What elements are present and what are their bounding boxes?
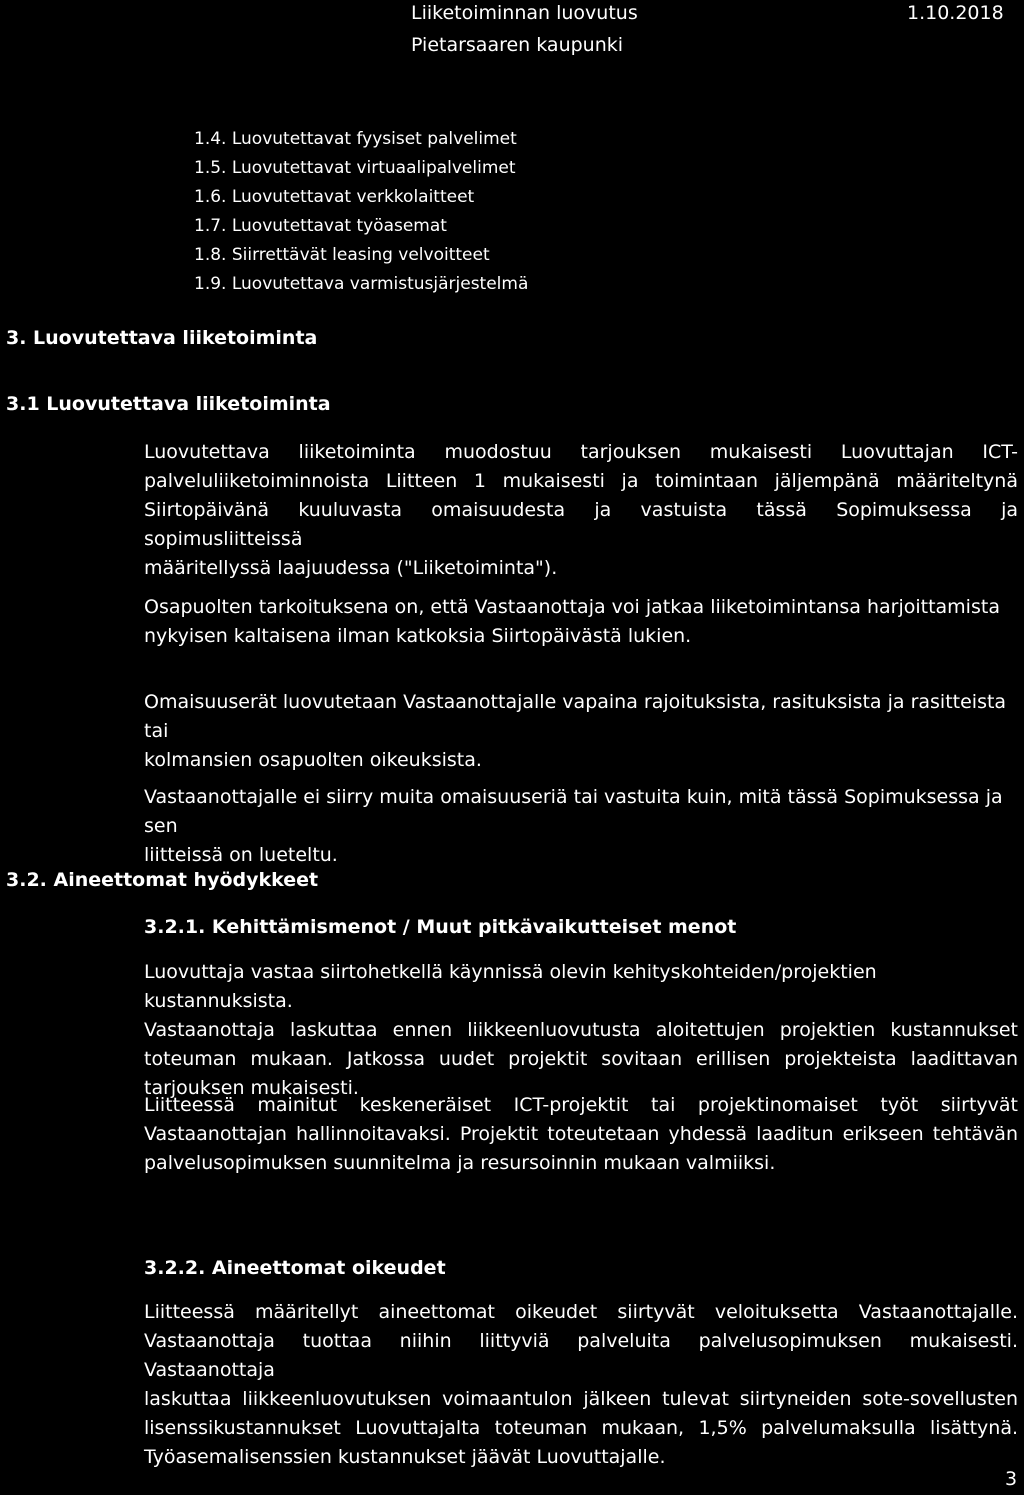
paragraph-line: tarjouksen mukaisesti.	[144, 1077, 359, 1099]
section-3-2-heading: 3.2. Aineettomat hyödykkeet	[6, 869, 319, 891]
paragraph-line: Liitteessä määritellyt aineettomat oikeudet siirtyvät veloituksetta Vastaanottajalle.	[144, 1301, 1018, 1323]
header-date: 1.10.2018	[907, 2, 1004, 24]
paragraph-line: lisenssikustannukset Luovuttajalta toteuman mukaan, 1,5% palvelumaksulla lisättynä.	[144, 1417, 1018, 1439]
paragraph-3-1-b	[144, 593, 1018, 651]
paragraph-line: palvelusopimuksen suunnitelma ja resursoinnin mukaan valmiiksi.	[144, 1152, 776, 1174]
toc-item: 1.6. Luovutettavat verkkolaitteet	[194, 187, 475, 207]
section-3-1-heading: 3.1 Luovutettava liiketoiminta	[6, 393, 331, 415]
paragraph-3-2-2	[144, 1298, 1018, 1472]
paragraph-line: määritellyssä laajuudessa ("Liiketoiminta").	[144, 557, 558, 579]
header-title: Liiketoiminnan luovutus	[411, 2, 638, 24]
paragraph-line: kolmansien osapuolten oikeuksista.	[144, 749, 482, 771]
paragraph-line: Vastaanottaja laskuttaa ennen liikkeenluovutusta aloitettujen projektien kustannukset	[144, 1019, 1018, 1041]
paragraph-3-1-c	[144, 688, 1018, 775]
paragraph-line: Työasemalisenssien kustannukset jäävät Luovuttajalle.	[144, 1446, 666, 1468]
paragraph-line: Luovuttaja vastaa siirtohetkellä käynnissä olevin kehityskohteiden/projektien kustannuksista.	[144, 961, 877, 1012]
paragraph-3-1-a	[144, 438, 1018, 583]
paragraph-line: liitteissä on lueteltu.	[144, 844, 338, 866]
section-3-2-2-heading: 3.2.2. Aineettomat oikeudet	[144, 1257, 446, 1279]
toc-list	[194, 125, 528, 299]
paragraph-line: Osapuolten tarkoituksena on, että Vastaanottaja voi jatkaa liiketoimintansa harjoittamista	[144, 596, 1000, 618]
paragraph-line: Siirtopäivänä kuuluvasta omaisuudesta ja vastuista tässä Sopimuksessa ja sopimusliitteissä	[144, 499, 1018, 550]
paragraph-line: laskuttaa liikkeenluovutuksen voimaantulon jälkeen tulevat siirtyneiden sote-sovellusten	[144, 1388, 1018, 1410]
toc-item: 1.9. Luovutettava varmistusjärjestelmä	[194, 274, 529, 294]
paragraph-line: toteuman mukaan. Jatkossa uudet projektit sovitaan erillisen projekteista laadittavan	[144, 1048, 1018, 1070]
paragraph-3-1-d	[144, 783, 1018, 870]
toc-item: 1.8. Siirrettävät leasing velvoitteet	[194, 245, 490, 265]
paragraph-line: Vastaanottajalle ei siirry muita omaisuuseriä tai vastuita kuin, mitä tässä Sopimuksessa ja sen	[144, 786, 1003, 837]
paragraph-line: Luovutettava liiketoiminta muodostuu tarjouksen mukaisesti Luovuttajan ICT-	[144, 441, 1018, 463]
section-3-heading: 3. Luovutettava liiketoiminta	[6, 327, 318, 349]
paragraph-line: nykyisen kaltaisena ilman katkoksia Siirtopäivästä lukien.	[144, 625, 692, 647]
section-3-2-1-heading: 3.2.1. Kehittämismenot / Muut pitkävaikutteiset menot	[144, 916, 737, 938]
toc-item: 1.5. Luovutettavat virtuaalipalvelimet	[194, 158, 516, 178]
paragraph-line: Vastaanottaja tuottaa niihin liittyviä palveluita palvelusopimuksen mukaisesti. Vastaanottaja	[144, 1330, 1018, 1381]
paragraph-line: Vastaanottajan hallinnoitavaksi. Projektit toteutetaan yhdessä laaditun erikseen tehtävän	[144, 1123, 1018, 1145]
toc-item: 1.4. Luovutettavat fyysiset palvelimet	[194, 129, 517, 149]
paragraph-line: Omaisuuserät luovutetaan Vastaanottajalle vapaina rajoituksista, rasituksista ja rasitteista tai	[144, 691, 1007, 742]
paragraph-line: palveluliiketoiminnoista Liitteen 1 mukaisesti ja toimintaan jäljempänä määriteltynä	[144, 470, 1018, 492]
header-subtitle: Pietarsaaren kaupunki	[411, 34, 624, 56]
paragraph-3-2-1-a	[144, 958, 1018, 1103]
toc-item: 1.7. Luovutettavat työasemat	[194, 216, 447, 236]
paragraph-3-2-1-b	[144, 1091, 1018, 1178]
page-number: 3	[1005, 1468, 1018, 1490]
paragraph-line: Liitteessä mainitut keskeneräiset ICT-projektit tai projektinomaiset työt siirtyvät	[144, 1094, 1018, 1116]
